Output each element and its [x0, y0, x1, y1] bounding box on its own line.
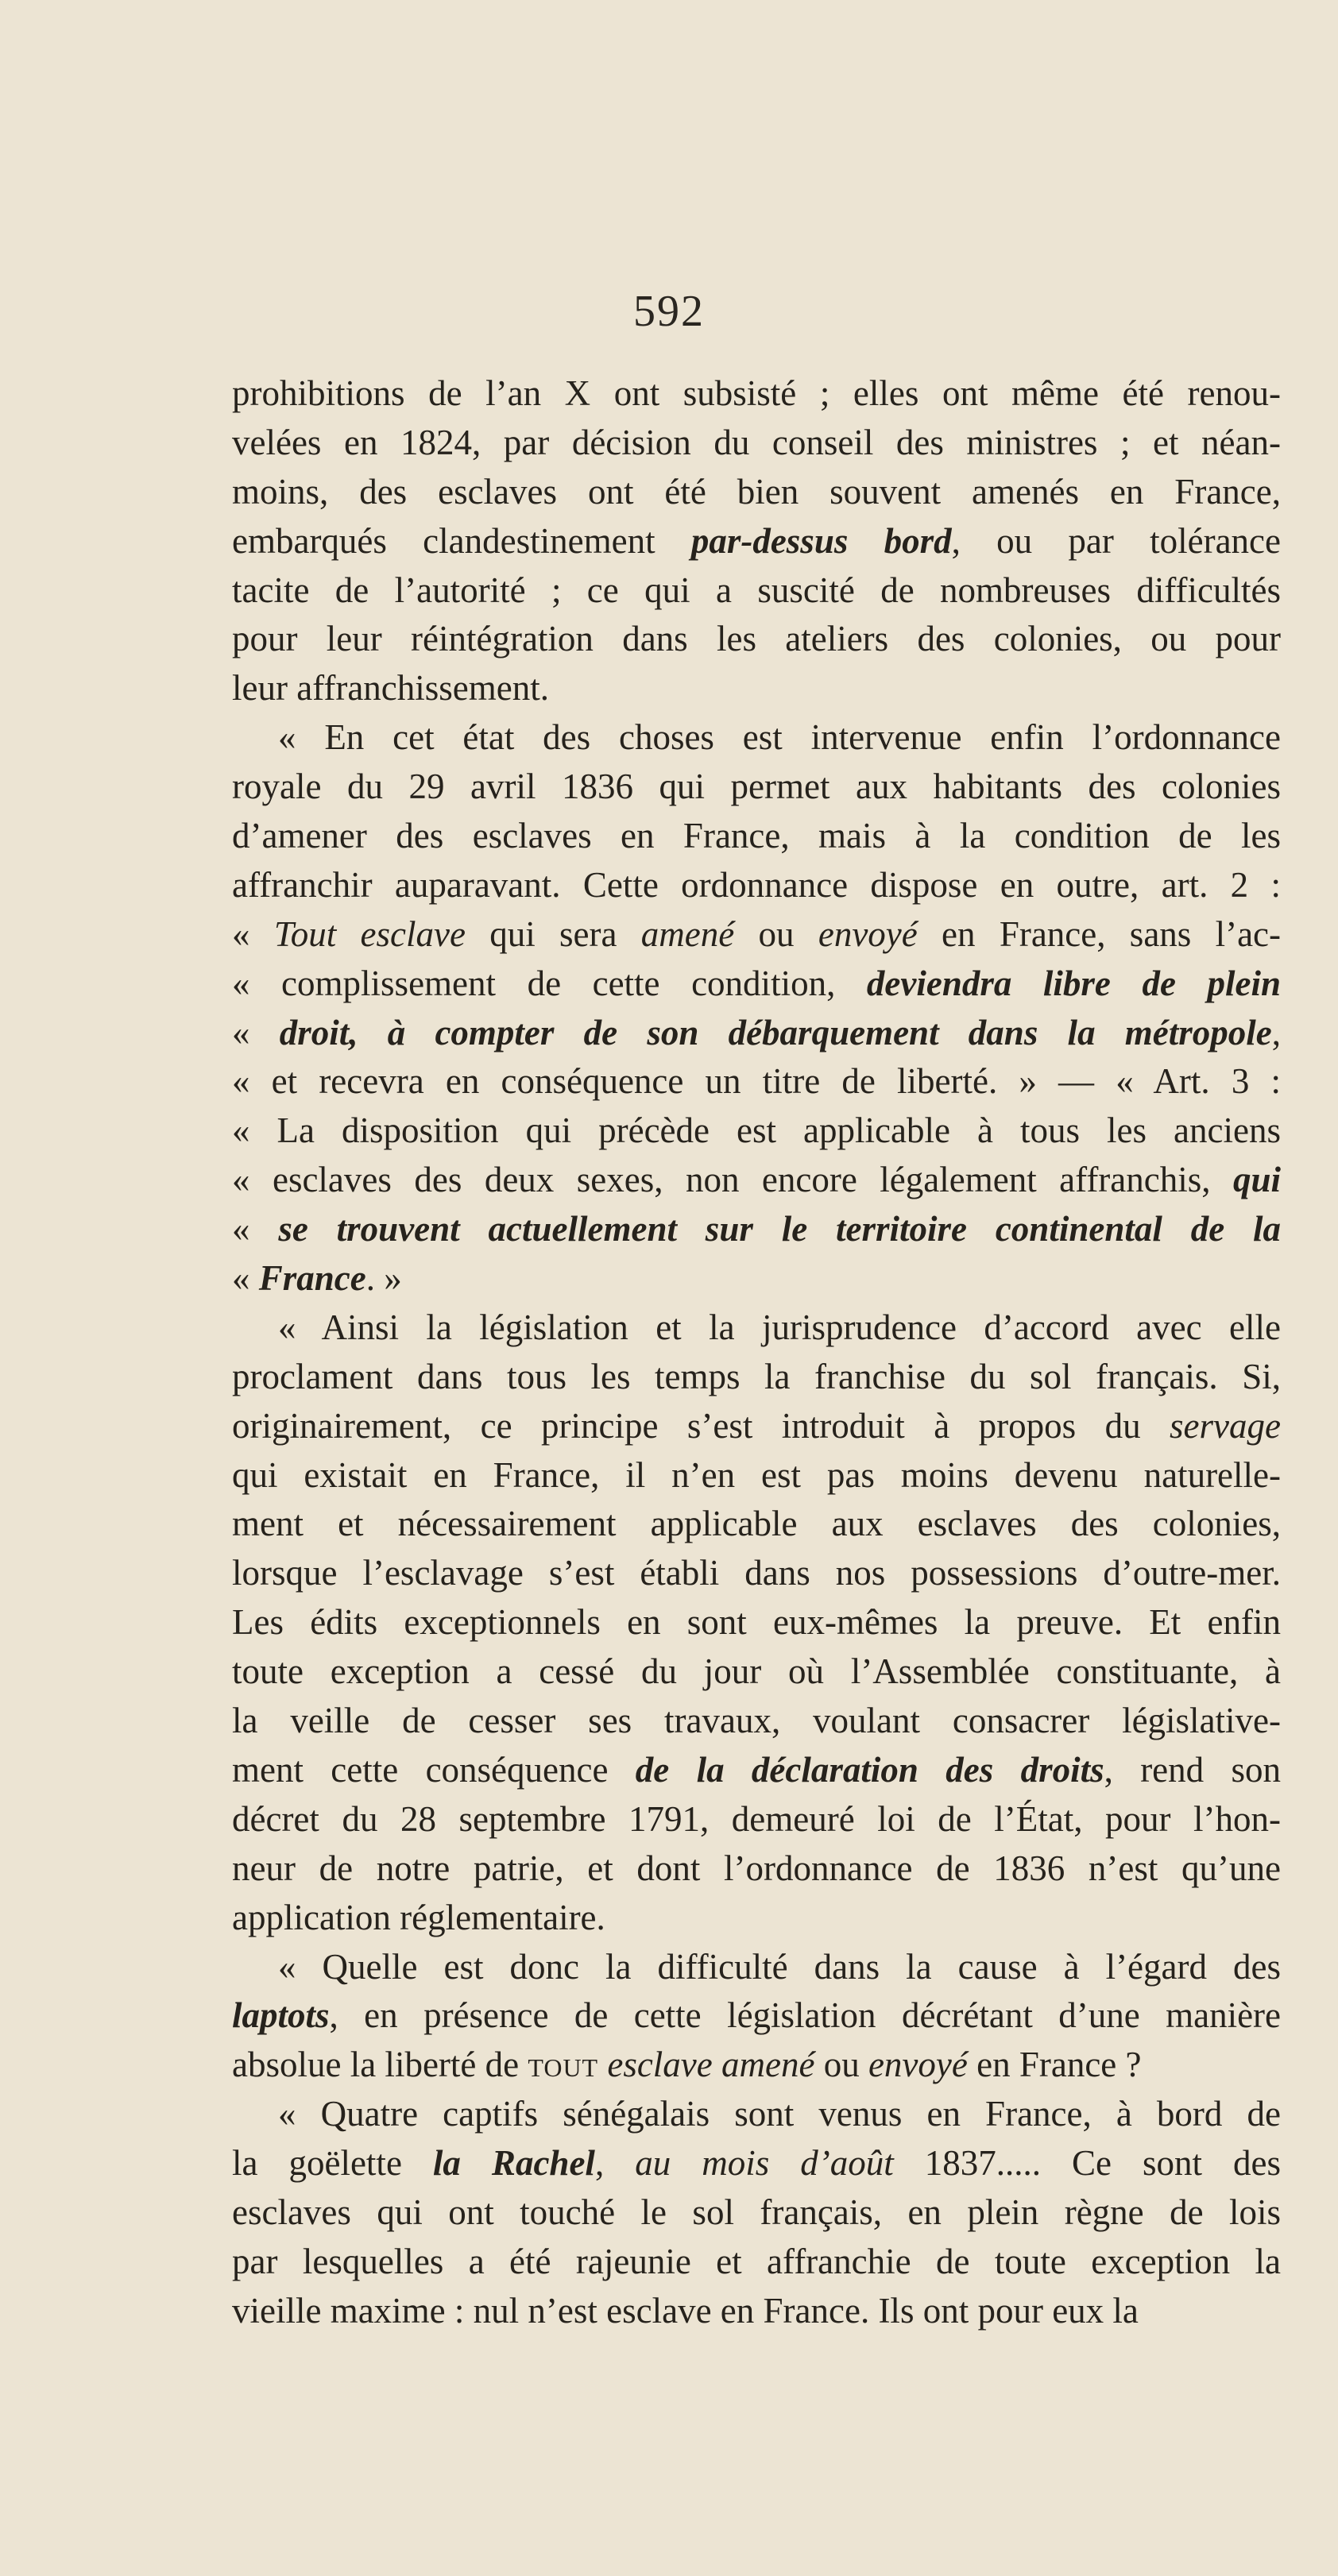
- emphasis-text: au mois d’août: [635, 2143, 894, 2184]
- text-line: [232, 1156, 1281, 1205]
- text-run: «: [232, 1012, 280, 1052]
- text-line: [232, 960, 1281, 1009]
- text-line: [232, 1746, 1281, 1795]
- text-run: tacite de l’autorité ; ce qui a suscité de nombreuses difficultés: [232, 570, 1281, 610]
- text-run: prohibitions de l’an X ont subsisté ; elles ont même été renou-: [232, 373, 1281, 413]
- text-line: [232, 2090, 1281, 2139]
- text-line: [232, 1549, 1281, 1598]
- text-run: originairement, ce principe s’est introduit à propos du: [232, 1405, 1170, 1446]
- text-run: décret du 28 septembre 1791, demeuré loi de l’État, pour l’hon-: [232, 1798, 1281, 1839]
- body-text: [232, 369, 1281, 2336]
- emphasis-text: envoyé: [818, 913, 918, 954]
- text-line: [232, 910, 1281, 960]
- text-line: [232, 861, 1281, 910]
- text-run: « complissement de cette condition,: [232, 963, 867, 1003]
- text-line: [232, 1254, 1281, 1303]
- text-line: [232, 1106, 1281, 1156]
- text-run: « esclaves des deux sexes, non encore légalement affranchis,: [232, 1160, 1233, 1200]
- text-line: [232, 615, 1281, 664]
- text-line: [232, 1303, 1281, 1353]
- paragraph: [232, 713, 1281, 1303]
- text-line: [232, 517, 1281, 566]
- text-line: [232, 1844, 1281, 1894]
- text-line: [232, 1647, 1281, 1697]
- text-run: par lesquelles a été rajeunie et affranchie de toute exception la: [232, 2241, 1281, 2281]
- emphasis-text: droit, à compter de son débarquement dans la métropole: [279, 1012, 1272, 1052]
- text-line: [232, 1697, 1281, 1746]
- text-line: [232, 1598, 1281, 1647]
- text-run: qui sera: [465, 913, 641, 954]
- emphasis-text: de la déclaration des droits: [635, 1749, 1104, 1790]
- text-run: ment cette conséquence: [232, 1749, 636, 1790]
- text-run: « et recevra en conséquence un titre de liberté. » — « Art. 3 :: [232, 1061, 1281, 1102]
- text-line: [232, 713, 1281, 763]
- text-line: [232, 1500, 1281, 1549]
- text-run: embarqués clandestinement: [232, 520, 691, 561]
- text-run: « Quelle est donc la difficulté dans la cause à l’égard des: [278, 1946, 1281, 1987]
- text-run: royale du 29 avril 1836 qui permet aux habitants des colonies: [232, 767, 1281, 807]
- text-run: leur affranchissement.: [232, 668, 550, 709]
- text-line: [232, 1009, 1281, 1058]
- text-run: 1837..... Ce sont des: [893, 2143, 1281, 2184]
- text-run: toute exception a cessé du jour où l’Assemblée constituante, à: [232, 1651, 1281, 1692]
- text-run: velées en 1824, par décision du conseil des ministres ; et néan-: [232, 422, 1281, 462]
- text-run: [598, 2045, 607, 2084]
- emphasis-text: servage: [1170, 1405, 1281, 1446]
- text-run: d’amener des esclaves en France, mais à la condition de les: [232, 816, 1281, 856]
- text-run: ment et nécessairement applicable aux esclaves des colonies,: [232, 1504, 1281, 1544]
- text-line: [232, 2139, 1281, 2188]
- emphasis-text: qui: [1232, 1160, 1281, 1200]
- text-line: [232, 1894, 1281, 1943]
- text-run: , ou par tolérance: [951, 520, 1281, 561]
- text-run: application réglementaire.: [232, 1897, 605, 1937]
- text-line: [232, 1353, 1281, 1402]
- emphasis-text: tout: [528, 2045, 599, 2085]
- text-run: Les édits exceptionnels en sont eux-mêmes la preuve. Et enfin: [232, 1602, 1281, 1643]
- text-run: . »: [365, 1258, 402, 1299]
- emphasis-text: la Rachel: [432, 2143, 595, 2184]
- text-run: en France, sans l’ac-: [917, 913, 1281, 954]
- text-run: vieille maxime : nul n’est esclave en France. Ils ont pour eux la: [232, 2290, 1139, 2331]
- text-run: «: [232, 1258, 259, 1299]
- text-line: [232, 664, 1281, 713]
- text-run: absolue la liberté de: [232, 2045, 528, 2085]
- emphasis-text: laptots: [232, 1995, 330, 2036]
- emphasis-text: par-dessus bord: [690, 520, 952, 561]
- text-run: « En cet état des choses est intervenue enfin l’ordonnance: [278, 717, 1281, 758]
- page-number: 592: [633, 287, 705, 336]
- emphasis-text: France: [258, 1258, 366, 1299]
- text-line: [232, 1402, 1281, 1451]
- emphasis-text: se trouvent actuellement sur le territoire continental de la: [278, 1209, 1281, 1249]
- text-run: ,: [1271, 1012, 1281, 1052]
- text-line: [232, 1795, 1281, 1844]
- emphasis-text: deviendra libre de plein: [866, 963, 1281, 1003]
- text-run: esclaves qui ont touché le sol français, en plein règne de lois: [232, 2192, 1281, 2232]
- emphasis-text: envoyé: [868, 2045, 968, 2085]
- text-run: en France ?: [967, 2045, 1142, 2085]
- text-line: [232, 468, 1281, 517]
- text-line: [232, 1205, 1281, 1254]
- text-run: « La disposition qui précède est applicable à tous les anciens: [232, 1110, 1281, 1151]
- text-run: pour leur réintégration dans les ateliers des colonies, ou pour: [232, 619, 1281, 659]
- text-line: [232, 2188, 1281, 2238]
- paragraph: [232, 1943, 1281, 2091]
- text-line: [232, 812, 1281, 861]
- text-run: la veille de cesser ses travaux, voulant consacrer législative-: [232, 1701, 1281, 1741]
- text-run: ,: [594, 2143, 636, 2184]
- text-line: [232, 2287, 1281, 2336]
- text-line: [232, 1057, 1281, 1106]
- text-run: moins, des esclaves ont été bien souvent amenés en France,: [232, 471, 1281, 512]
- text-run: « Ainsi la législation et la jurisprudence d’accord avec elle: [278, 1307, 1281, 1347]
- paragraph: [232, 1303, 1281, 1943]
- text-run: lorsque l’esclavage s’est établi dans nos possessions d’outre-mer.: [232, 1553, 1281, 1593]
- text-run: «: [232, 913, 274, 954]
- emphasis-text: esclave amené: [607, 2045, 815, 2085]
- text-run: affranchir auparavant. Cette ordonnance dispose en outre, art. 2 :: [232, 864, 1281, 905]
- paragraph: [232, 2090, 1281, 2335]
- text-run: la goëlette: [232, 2143, 433, 2184]
- text-run: proclament dans tous les temps la franchise du sol français. Si,: [232, 1356, 1281, 1396]
- text-line: [232, 369, 1281, 419]
- text-line: [232, 2041, 1281, 2090]
- text-run: , en présence de cette législation décrétant d’une manière: [329, 1995, 1281, 2036]
- text-run: qui existait en France, il n’en est pas moins devenu naturelle-: [232, 1454, 1281, 1495]
- text-run: « Quatre captifs sénégalais sont venus en France, à bord de: [278, 2094, 1281, 2134]
- text-line: [232, 1943, 1281, 1992]
- text-run: , rend son: [1104, 1749, 1281, 1790]
- paragraph: [232, 369, 1281, 713]
- text-line: [232, 419, 1281, 468]
- text-line: [232, 2238, 1281, 2287]
- text-run: ou: [734, 913, 818, 954]
- text-run: «: [232, 1209, 279, 1249]
- text-line: [232, 1451, 1281, 1500]
- emphasis-text: amené: [640, 913, 735, 954]
- text-line: [232, 566, 1281, 616]
- text-line: [232, 1991, 1281, 2041]
- text-run: ou: [814, 2045, 868, 2085]
- text-run: neur de notre patrie, et dont l’ordonnance de 1836 n’est qu’une: [232, 1848, 1281, 1888]
- text-line: [232, 763, 1281, 812]
- emphasis-text: Tout esclave: [273, 913, 466, 954]
